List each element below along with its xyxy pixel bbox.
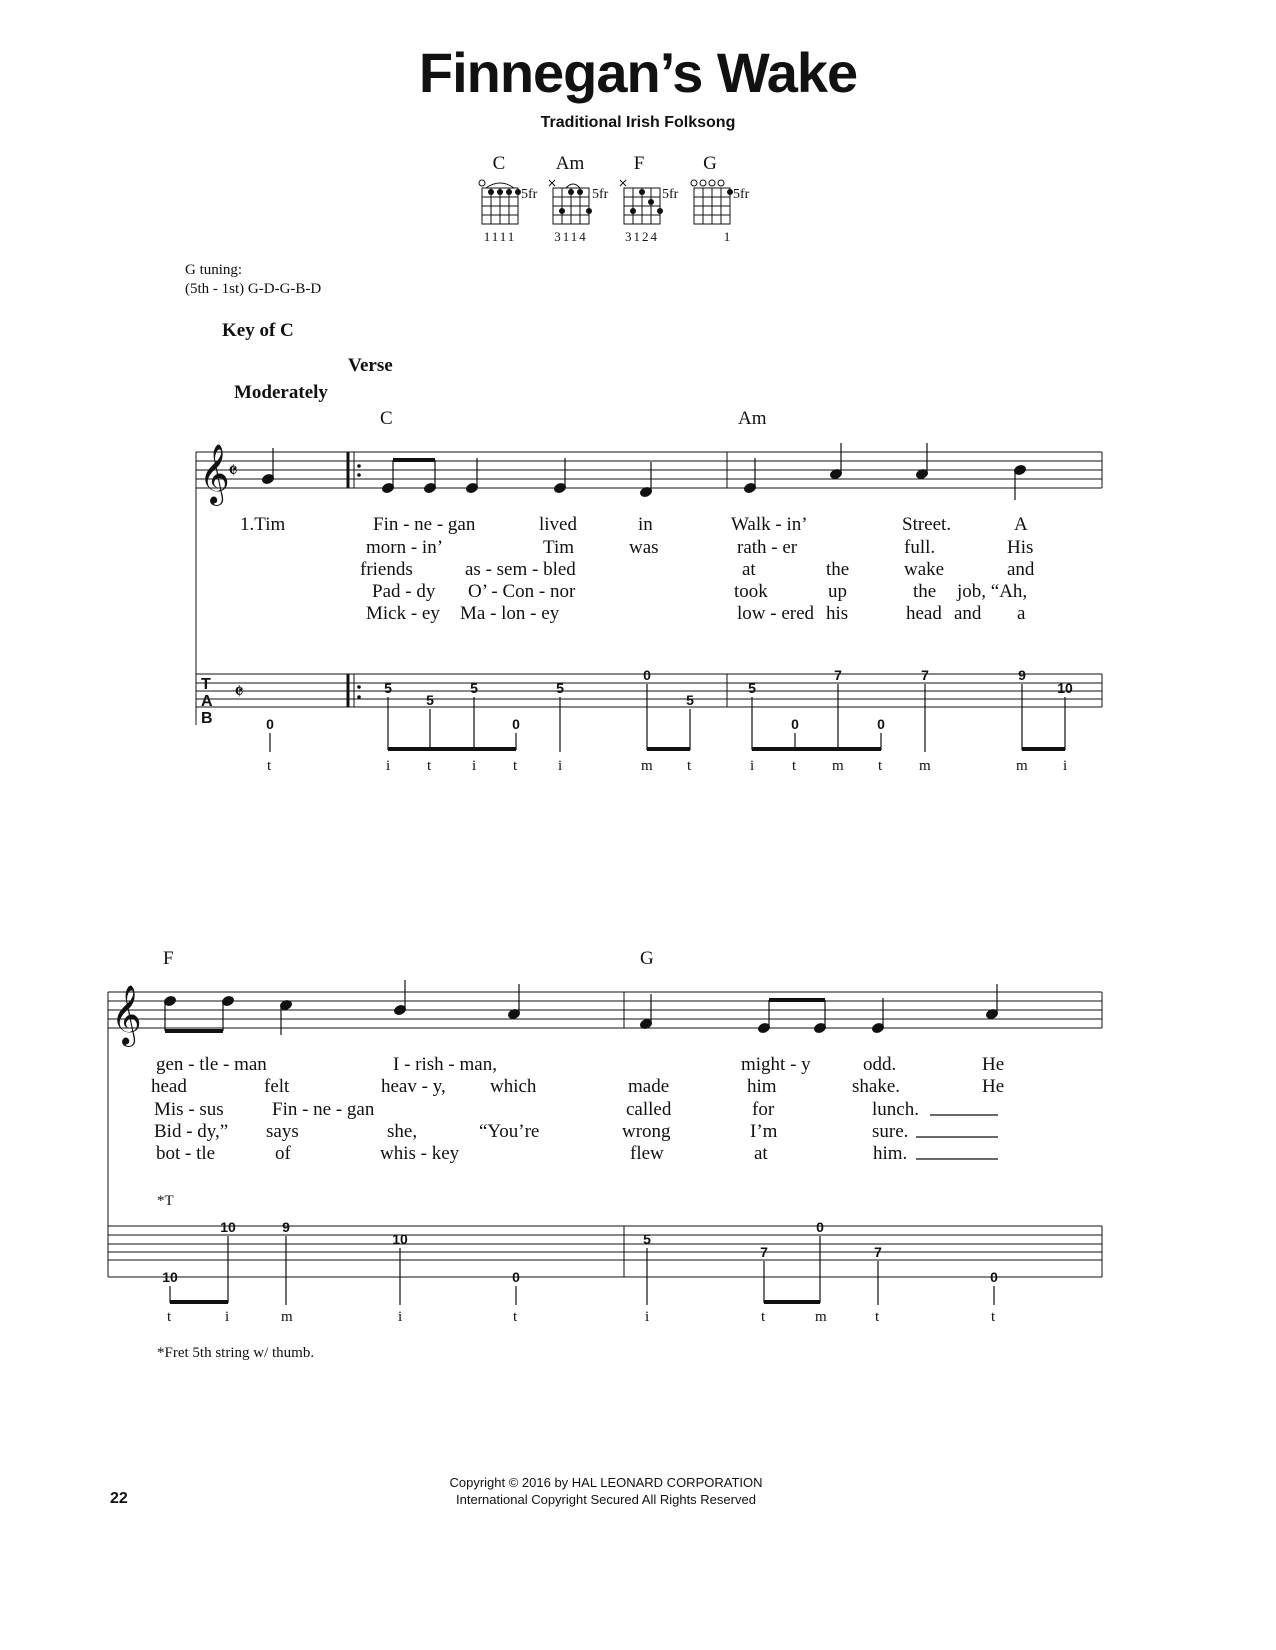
svg-text:5: 5 <box>686 692 694 708</box>
svg-text:10: 10 <box>220 1219 236 1235</box>
lyric: took <box>734 581 768 602</box>
treble-clef-2: 𝄞 <box>111 985 142 1045</box>
lyric: He <box>982 1076 1005 1097</box>
tempo-marking: Moderately <box>234 382 328 403</box>
lyric: odd. <box>863 1054 897 1075</box>
lyric: He <box>982 1054 1005 1075</box>
svg-text:7: 7 <box>874 1244 882 1260</box>
chord-grid-c <box>479 180 518 224</box>
lyric: Fin - ne - gan <box>373 514 476 535</box>
lyric: bot - tle <box>156 1143 216 1164</box>
chord-symbol: Am <box>738 408 767 429</box>
pick-finger: t <box>875 1309 880 1325</box>
pick-finger: t <box>427 758 432 774</box>
lyric: wrong <box>622 1121 671 1142</box>
lyric: Ma - lon - ey <box>460 603 560 624</box>
footnote: *Fret 5th string w/ thumb. <box>157 1345 315 1361</box>
lyric: sure. <box>872 1121 909 1142</box>
staff-2 <box>108 992 1102 1277</box>
svg-text:0: 0 <box>512 716 520 732</box>
pick-finger: t <box>513 758 518 774</box>
pick-finger: t <box>267 758 272 774</box>
lyric: O’ - Con - nor <box>468 581 576 602</box>
svg-text:0: 0 <box>643 667 651 683</box>
composer-credit: Traditional Irish Folksong <box>540 114 736 131</box>
pick-finger: t <box>513 1309 518 1325</box>
lyric: A <box>1014 514 1028 535</box>
lyric: up <box>828 581 847 602</box>
chord-fingering: 3124 <box>625 229 659 244</box>
lyric: morn - in’ <box>366 537 444 558</box>
lyric: wake <box>904 559 945 580</box>
tab-clef: T <box>201 676 211 693</box>
svg-text:7: 7 <box>834 667 842 683</box>
svg-text:0: 0 <box>877 716 885 732</box>
pick-finger: m <box>832 758 844 774</box>
svg-text:7: 7 <box>760 1244 768 1260</box>
pick-finger: i <box>558 758 563 774</box>
lyric: low - ered <box>737 603 815 624</box>
lyric: called <box>626 1099 672 1120</box>
svg-text:0: 0 <box>990 1269 998 1285</box>
lyric: I - rish - man, <box>393 1054 497 1075</box>
key-signature-label: Key of C <box>222 320 294 341</box>
page-number: 22 <box>110 1490 128 1507</box>
chord-diagram-name: F <box>633 153 645 174</box>
chord-fingering: 1111 <box>483 229 517 244</box>
pick-finger: m <box>281 1309 293 1325</box>
lyric: head <box>906 603 942 624</box>
lyric: a <box>1017 603 1026 624</box>
chord-symbol: F <box>163 948 174 969</box>
chord-diagram-name: G <box>703 153 717 174</box>
svg-text:9: 9 <box>282 1219 290 1235</box>
svg-text:10: 10 <box>1057 680 1073 696</box>
svg-text:5: 5 <box>384 680 392 696</box>
pick-finger: i <box>750 758 755 774</box>
lyric: Fin - ne - gan <box>272 1099 375 1120</box>
svg-text:5: 5 <box>748 680 756 696</box>
lyric: full. <box>904 537 936 558</box>
chord-symbol: G <box>640 948 654 969</box>
pick-finger: i <box>472 758 477 774</box>
chord-diagram-name: Am <box>555 153 585 174</box>
pick-finger: i <box>225 1309 230 1325</box>
tuning-label: G tuning: <box>185 262 243 278</box>
lyric: in <box>638 514 653 535</box>
treble-clef: 𝄞 <box>199 444 230 504</box>
copyright-line-2: International Copyright Secured All Rights Reserved <box>456 1492 756 1507</box>
notes-2 <box>163 980 998 1035</box>
lyric: the <box>913 581 937 602</box>
lyric: made <box>628 1076 670 1097</box>
lyric: and <box>1007 559 1035 580</box>
svg-text:5: 5 <box>556 680 564 696</box>
pick-finger: t <box>761 1309 766 1325</box>
pick-finger: t <box>991 1309 996 1325</box>
lyric: heav - y, <box>381 1076 446 1097</box>
lyric: his <box>826 603 849 624</box>
svg-text:A: A <box>201 693 213 710</box>
svg-text:10: 10 <box>162 1269 178 1285</box>
lyric: job, “Ah, <box>957 581 1028 602</box>
cut-time: 𝄵 <box>228 459 238 484</box>
lyric: Mick - ey <box>366 603 440 624</box>
lyric: of <box>275 1143 291 1164</box>
lyric: friends <box>360 559 413 580</box>
chord-fret-label: 5fr <box>733 187 750 202</box>
lyric: at <box>754 1143 768 1164</box>
lyric: him <box>747 1076 777 1097</box>
pick-finger: m <box>641 758 653 774</box>
lyric: the <box>826 559 850 580</box>
lyric: might - y <box>741 1054 811 1075</box>
svg-text:9: 9 <box>1018 667 1026 683</box>
lyric: says <box>266 1121 299 1142</box>
lyric: shake. <box>852 1076 901 1097</box>
svg-text:𝄵: 𝄵 <box>234 680 244 705</box>
svg-text:7: 7 <box>921 667 929 683</box>
lyric: which <box>490 1076 537 1097</box>
lyric: I’m <box>750 1121 778 1142</box>
pick-finger: i <box>386 758 391 774</box>
lyric: gen - tle - man <box>156 1054 267 1075</box>
chord-diagram-name: C <box>492 153 506 174</box>
lyric: Street. <box>902 514 952 535</box>
lyric: felt <box>264 1076 290 1097</box>
lyric: Pad - dy <box>372 581 436 602</box>
pick-finger: m <box>815 1309 827 1325</box>
lyric: lived <box>539 514 577 535</box>
lyric: His <box>1007 537 1034 558</box>
section-label: Verse <box>348 355 393 376</box>
lyric: was <box>629 537 659 558</box>
lyric: head <box>151 1076 187 1097</box>
lyric: for <box>752 1099 775 1120</box>
lyric: flew <box>630 1143 664 1164</box>
svg-text:0: 0 <box>266 716 274 732</box>
lyric: “You’re <box>479 1121 540 1142</box>
lyric: rath - er <box>737 537 798 558</box>
lyric: Walk - in’ <box>731 514 808 535</box>
tuning-strings: (5th - 1st) G-D-G-B-D <box>185 281 322 297</box>
chord-grid-g <box>691 180 730 224</box>
pick-finger: t <box>878 758 883 774</box>
song-title: Finnegan’s Wake <box>418 41 858 104</box>
lyric: lunch. <box>872 1099 919 1120</box>
pick-finger: m <box>1016 758 1028 774</box>
thumb-mark: *T <box>157 1193 174 1209</box>
lyric: whis - key <box>380 1143 460 1164</box>
pick-finger: t <box>792 758 797 774</box>
lyric: Mis - sus <box>154 1099 224 1120</box>
svg-text:B: B <box>201 710 213 727</box>
chord-fret-label: 5fr <box>662 187 679 202</box>
lyric: him. <box>873 1143 908 1164</box>
chord-fret-label: 5fr <box>521 187 538 202</box>
svg-text:0: 0 <box>512 1269 520 1285</box>
lyric: 1.Tim <box>240 514 286 535</box>
lyric: she, <box>387 1121 418 1142</box>
svg-text:5: 5 <box>426 692 434 708</box>
repeat-start <box>348 452 354 707</box>
pick-finger: i <box>1063 758 1068 774</box>
svg-text:5: 5 <box>643 1231 651 1247</box>
copyright-line-1: Copyright © 2016 by HAL LEONARD CORPORATION <box>449 1475 763 1490</box>
chord-grid-am <box>549 180 589 224</box>
pick-finger: i <box>645 1309 650 1325</box>
pick-finger: i <box>398 1309 403 1325</box>
svg-text:0: 0 <box>791 716 799 732</box>
svg-text:0: 0 <box>816 1219 824 1235</box>
lyric: Tim <box>543 537 574 558</box>
lyric: Bid - dy,” <box>154 1121 229 1142</box>
chord-fingering: 1 <box>723 229 733 244</box>
chord-symbol: C <box>380 408 393 429</box>
pick-finger: m <box>919 758 931 774</box>
lyric: as - sem - bled <box>465 559 576 580</box>
svg-text:5: 5 <box>470 680 478 696</box>
pick-finger: t <box>167 1309 172 1325</box>
lyric: and <box>954 603 982 624</box>
svg-text:10: 10 <box>392 1231 408 1247</box>
pick-finger: t <box>687 758 692 774</box>
lyric: at <box>742 559 756 580</box>
chord-fingering: 3114 <box>554 229 588 244</box>
chord-fret-label: 5fr <box>592 187 609 202</box>
